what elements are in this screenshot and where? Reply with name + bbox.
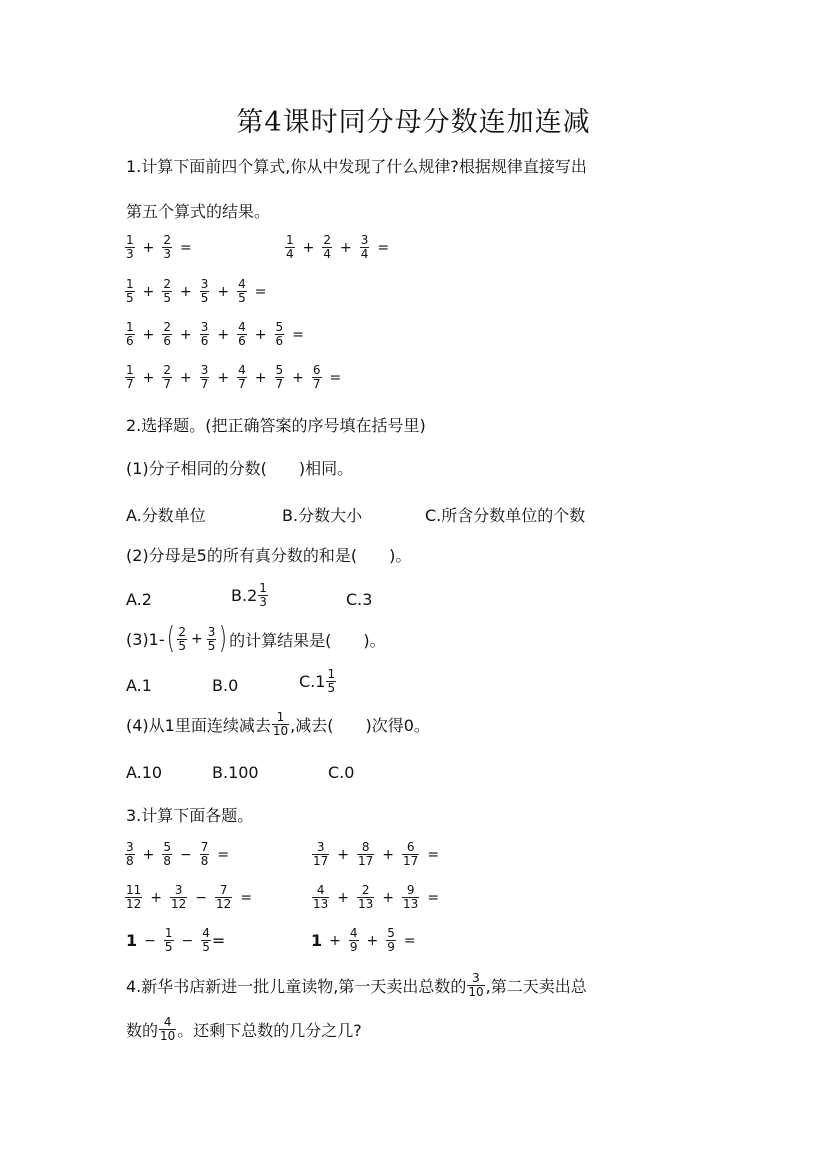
fraction: $\frac{2}{13}$ <box>358 883 374 911</box>
minus-sign: − <box>180 846 192 863</box>
fraction <box>272 711 289 738</box>
fraction: $\frac{4}{5}$ <box>202 926 210 954</box>
fraction: $\frac{11}{12}$ <box>126 883 142 911</box>
plus-sign: + <box>217 326 230 343</box>
fraction: $\frac{7}{12}$ <box>216 883 232 911</box>
denominator: 3 <box>259 595 267 609</box>
denominator: 10 <box>468 985 484 999</box>
q1-equation-3 <box>124 278 274 305</box>
fraction: $\frac{5}{6}$ <box>275 320 284 348</box>
plus-sign: + <box>142 239 155 256</box>
plus-sign: + <box>254 369 267 386</box>
q2-heading: 2.选择题。(把正确答案的序号填在括号里) <box>126 416 426 435</box>
fraction: $\frac{1}{7}$ <box>126 363 134 391</box>
plus-sign: + <box>217 283 230 300</box>
equals-sign: = <box>180 239 192 256</box>
denominator: 5 <box>327 681 336 695</box>
q4-text-line2 <box>126 1016 362 1043</box>
plus-sign: + <box>142 846 155 863</box>
q2-part1-stem: (1)分子相同的分数( )相同。 <box>126 459 354 478</box>
plus-sign: + <box>340 239 352 256</box>
fraction <box>159 1016 176 1043</box>
option-label: B.2 <box>231 586 258 605</box>
denominator: 10 <box>160 1029 176 1043</box>
fraction: $\frac{3}{12}$ <box>171 883 187 911</box>
equals-sign: = <box>217 846 230 863</box>
plus-sign: + <box>180 283 192 300</box>
q2-part1-option-a: A.分数单位 <box>126 506 206 525</box>
right-paren: ) <box>219 621 228 656</box>
plus-sign: + <box>366 932 379 949</box>
fraction: $\frac{3}{7}$ <box>200 363 209 391</box>
q2-part4-option-a: A.10 <box>126 763 163 782</box>
q2-part3-option-b: B.0 <box>212 676 239 695</box>
plus-sign: + <box>217 369 230 386</box>
fraction: $\frac{3}{6}$ <box>200 320 209 348</box>
plus-sign: + <box>292 369 304 386</box>
q4-text-part: 。还剩下总数的几分之几? <box>177 1021 362 1040</box>
q1-equation-2 <box>284 234 396 261</box>
fraction <box>326 668 336 695</box>
plus-sign: + <box>382 889 395 906</box>
numerator: 4 <box>163 1015 172 1029</box>
plus-sign: + <box>142 326 155 343</box>
plus-sign: + <box>180 326 192 343</box>
fraction: $\frac{8}{17}$ <box>358 840 374 868</box>
q2-part4-stem <box>126 711 430 738</box>
numerator: 3 <box>472 971 480 985</box>
q2-part2-option-c: C.3 <box>346 590 373 609</box>
equals-sign: = <box>427 846 440 863</box>
whole-number: 1 <box>126 931 138 950</box>
fraction <box>467 972 484 999</box>
q4-text-part: 4.新华书店新进一批儿童读物,第一天卖出总数的 <box>126 977 467 996</box>
stem-lead: (4)从1里面连续减去 <box>126 716 271 735</box>
stem-lead: (3)1- <box>126 629 165 649</box>
equals-sign: = <box>292 326 304 343</box>
equals-sign: = <box>254 283 267 300</box>
fraction: $\frac{1}{5}$ <box>164 926 173 954</box>
q4-text-part: 数的 <box>126 1021 159 1040</box>
fraction: $\frac{2}{7}$ <box>163 363 172 391</box>
minus-sign: − <box>195 889 208 906</box>
whole-number: 1 <box>311 931 323 950</box>
fraction <box>177 626 187 653</box>
plus-sign: + <box>150 889 163 906</box>
minus-sign: − <box>144 932 156 949</box>
q2-part2-option-b <box>231 582 269 609</box>
minus-sign: − <box>181 932 194 949</box>
equals-sign: = <box>240 889 253 906</box>
fraction: $\frac{6}{7}$ <box>312 363 321 391</box>
plus-sign: + <box>337 846 350 863</box>
q3-problem-5 <box>126 927 225 954</box>
equals-sign: = <box>403 932 416 949</box>
fraction: $\frac{4}{5}$ <box>238 277 246 305</box>
fraction: $\frac{1}{4}$ <box>286 233 294 261</box>
plus-sign: + <box>190 631 203 647</box>
fraction: $\frac{5}{8}$ <box>163 840 172 868</box>
plus-sign: + <box>382 846 395 863</box>
fraction: $\frac{3}{5}$ <box>200 277 209 305</box>
q3-problem-1 <box>124 841 236 868</box>
stem-tail: 的计算结果是( )。 <box>229 630 386 650</box>
q2-part3-option-a: A.1 <box>126 676 152 695</box>
equals-sign: = <box>427 889 440 906</box>
left-paren: ( <box>166 621 175 656</box>
numerator: 1 <box>259 581 267 595</box>
fraction: $\frac{5}{7}$ <box>275 363 284 391</box>
fraction: $\frac{4}{7}$ <box>238 363 246 391</box>
plus-sign: + <box>142 369 155 386</box>
option-label: C.1 <box>299 672 326 691</box>
q4-text-line1 <box>126 972 587 999</box>
fraction: $\frac{2}{4}$ <box>323 233 332 261</box>
q2-part3-option-c <box>299 668 337 695</box>
fraction: $\frac{2}{3}$ <box>163 233 172 261</box>
q2-part3-stem <box>126 621 386 656</box>
q1-text-line2: 第五个算式的结果。 <box>126 202 271 221</box>
q1-text-line1: 1.计算下面前四个算式,你从中发现了什么规律?根据规律直接写出 <box>126 157 587 176</box>
plus-sign: + <box>254 326 267 343</box>
numerator: 2 <box>178 624 186 639</box>
fraction <box>207 626 217 653</box>
fraction: $\frac{7}{8}$ <box>200 840 209 868</box>
fraction: $\frac{4}{13}$ <box>313 883 329 911</box>
fraction: $\frac{9}{13}$ <box>403 883 419 911</box>
equals-sign: = <box>329 369 342 386</box>
fraction: $\frac{5}{9}$ <box>387 926 395 954</box>
numerator: 1 <box>276 710 285 724</box>
plus-sign: + <box>180 369 192 386</box>
q1-equation-5 <box>124 364 348 391</box>
fraction: $\frac{2}{5}$ <box>163 277 172 305</box>
numerator: 3 <box>207 624 216 639</box>
fraction: $\frac{3}{17}$ <box>313 840 329 868</box>
fraction: $\frac{1}{5}$ <box>126 277 134 305</box>
plus-sign: + <box>302 239 315 256</box>
q3-heading: 3.计算下面各题。 <box>126 806 254 825</box>
fraction: $\frac{6}{17}$ <box>403 840 419 868</box>
q3-problem-3 <box>124 884 259 911</box>
fraction: $\frac{1}{6}$ <box>126 320 134 348</box>
equals-sign: = <box>377 239 390 256</box>
fraction: $\frac{4}{6}$ <box>238 320 246 348</box>
denominator: 5 <box>178 638 186 653</box>
q2-part1-option-c: C.所含分数单位的个数 <box>425 506 586 525</box>
fraction: $\frac{1}{3}$ <box>126 233 134 261</box>
q2-part1-option-b: B.分数大小 <box>282 506 363 525</box>
q2-part4-option-b: B.100 <box>212 763 259 782</box>
plus-sign: + <box>142 283 155 300</box>
q1-equation-4 <box>124 321 311 348</box>
numerator: 1 <box>327 667 336 681</box>
equals-sign: = <box>211 931 226 950</box>
plus-sign: + <box>337 889 350 906</box>
q3-problem-2 <box>311 841 446 868</box>
fraction: $\frac{4}{9}$ <box>349 926 358 954</box>
page-title: 第4课时同分母分数连加连减 <box>236 107 591 138</box>
q3-problem-4 <box>311 884 446 911</box>
q2-part4-option-c: C.0 <box>328 763 355 782</box>
q1-equation-1 <box>124 234 199 261</box>
q3-problem-6 <box>311 927 423 954</box>
q4-text-part: ,第二天卖出总 <box>485 977 587 996</box>
denominator: 10 <box>272 724 289 738</box>
fraction: $\frac{2}{6}$ <box>163 320 172 348</box>
fraction: $\frac{3}{4}$ <box>360 233 369 261</box>
fraction: $\frac{3}{8}$ <box>126 840 134 868</box>
q2-part2-stem: (2)分母是5的所有真分数的和是( )。 <box>126 546 412 565</box>
fraction <box>258 582 268 609</box>
q2-part2-option-a: A.2 <box>126 590 152 609</box>
stem-tail: ,减去( )次得0。 <box>290 716 430 735</box>
plus-sign: + <box>329 932 341 949</box>
denominator: 5 <box>207 638 216 653</box>
